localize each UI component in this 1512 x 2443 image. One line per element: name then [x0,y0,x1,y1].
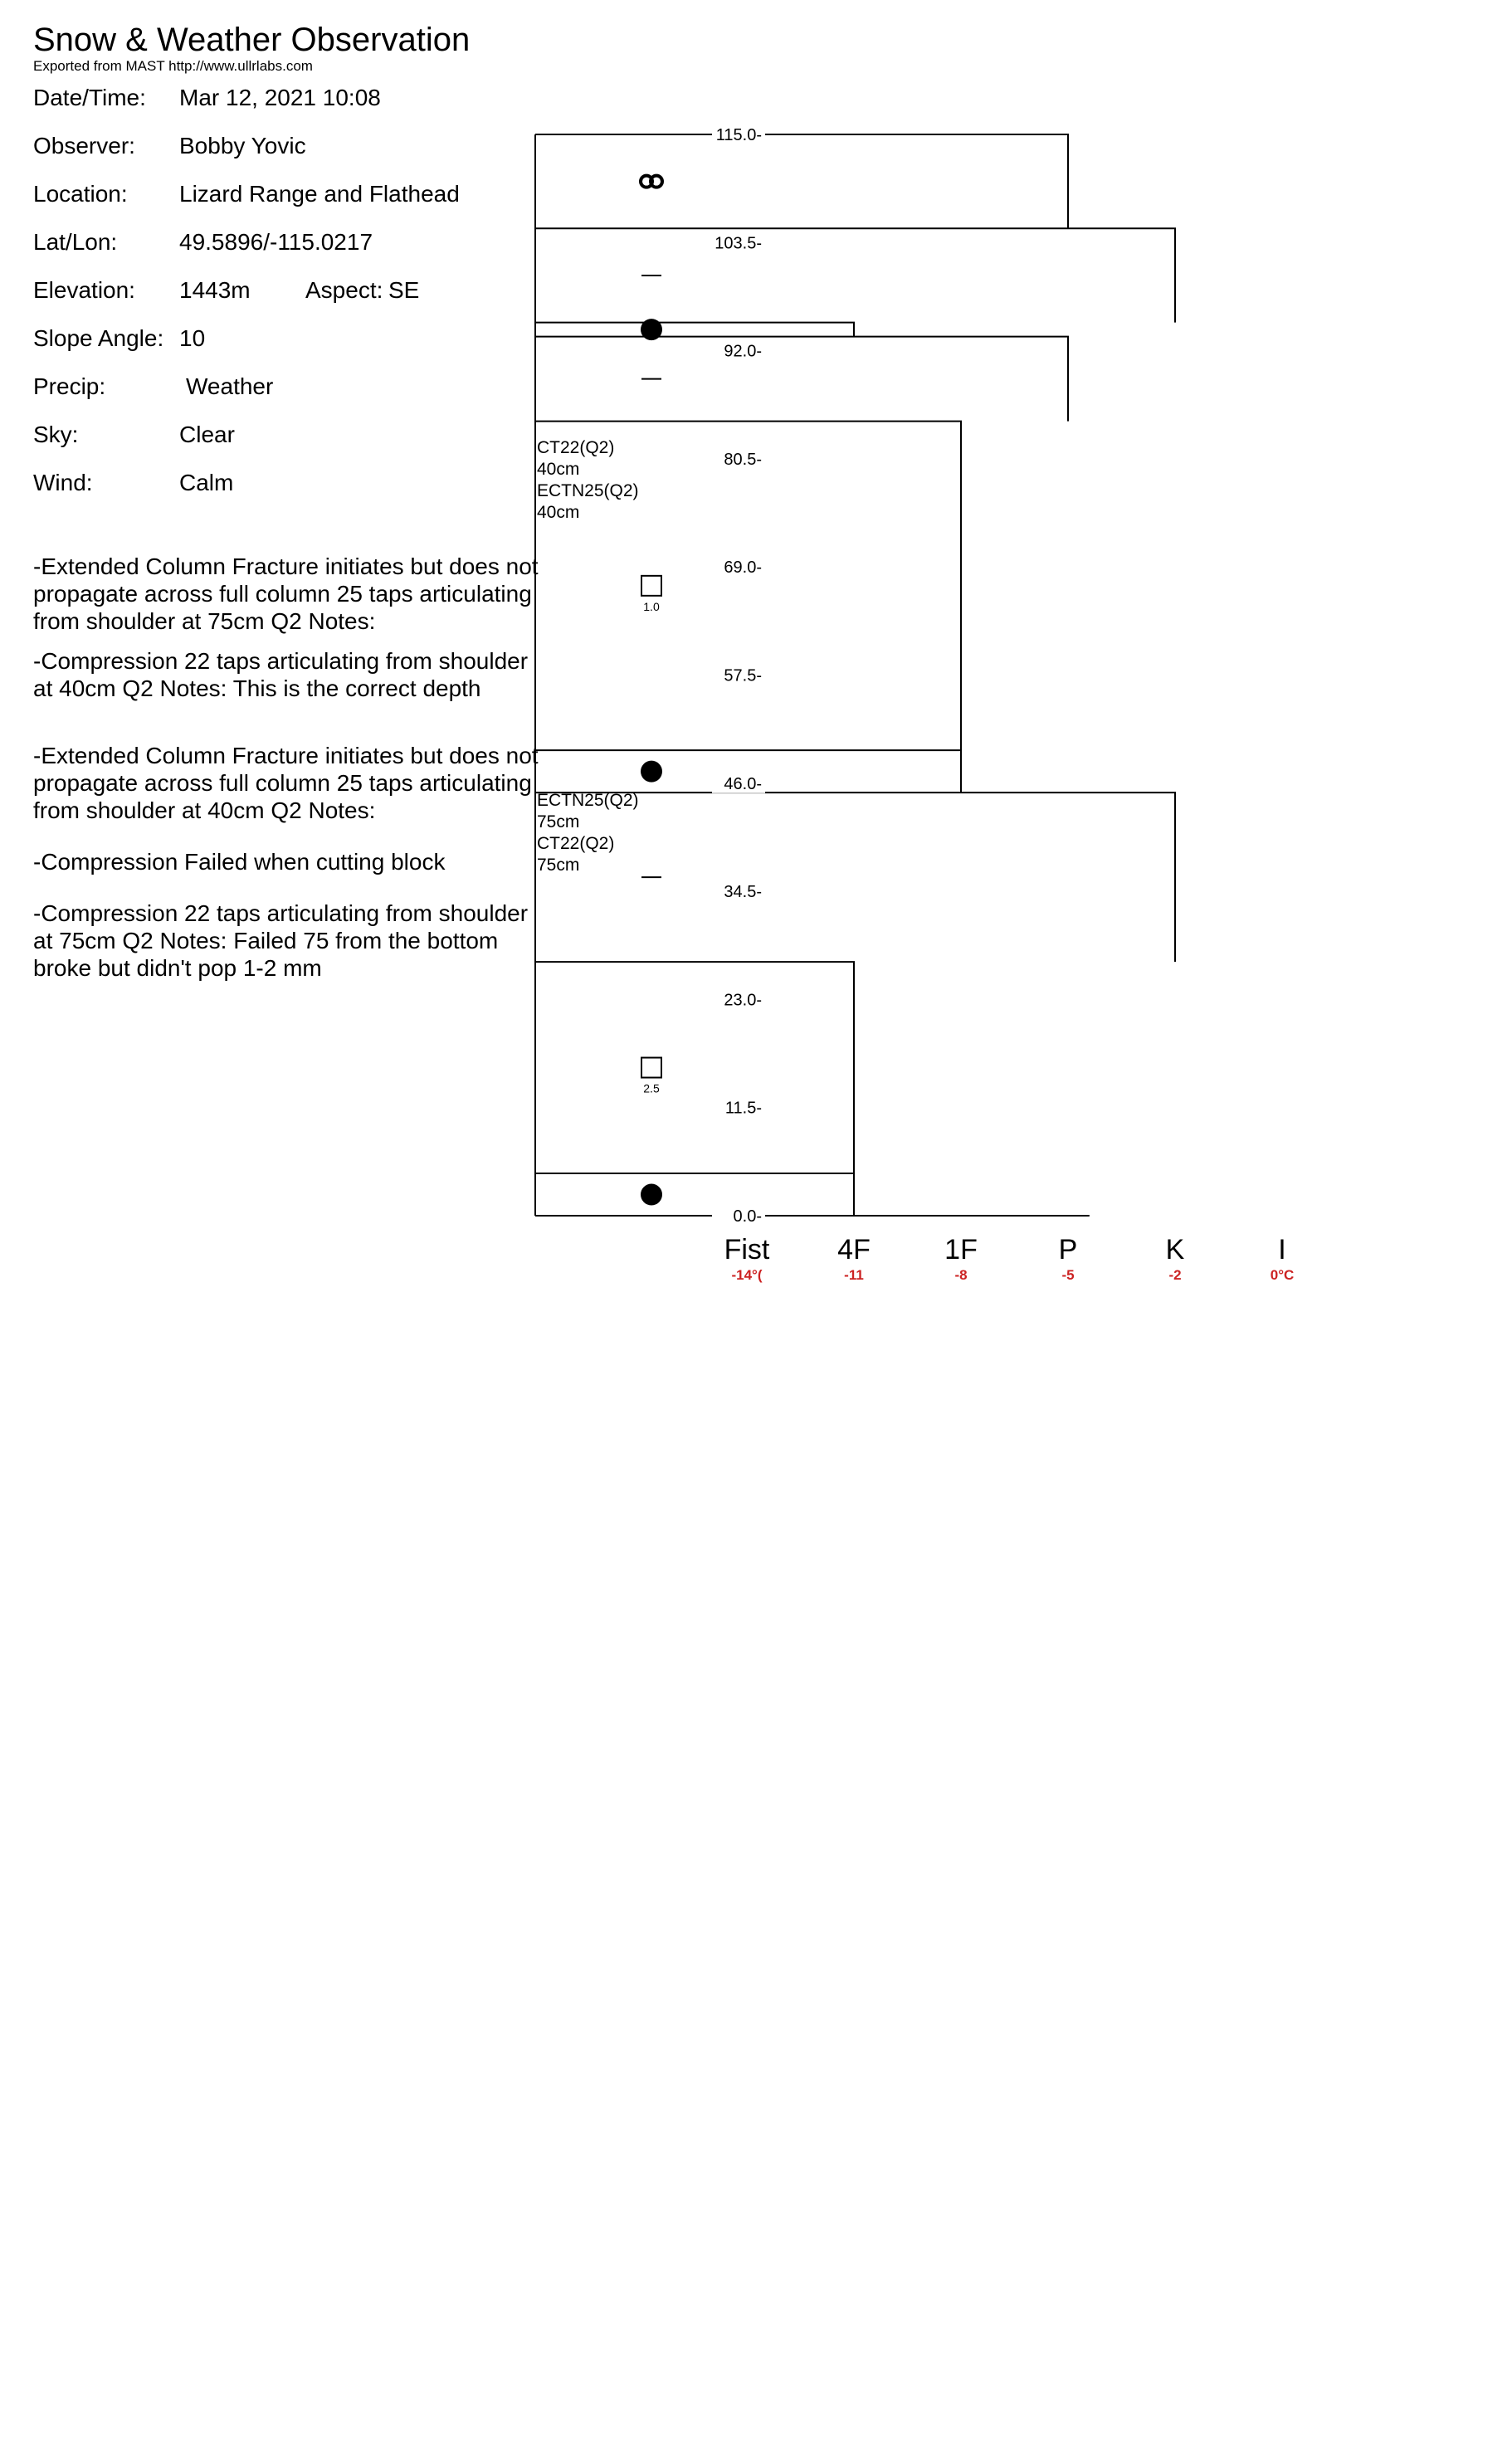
stability-test-label: CT22(Q2) [537,834,615,854]
latlon-label: Lat/Lon: [33,229,118,255]
observer-label: Observer: [33,133,135,158]
test-note: -Compression 22 taps articulating from shoulder at 75cm Q2 Notes: Failed 75 from the bottom broke but didn't pop 1-2 mm [33,900,529,981]
aspect-value: SE [388,277,420,303]
temperature-label: -8 [954,1267,968,1283]
hardness-label: 4F [837,1234,871,1265]
stability-test-label: 40cm [537,460,580,480]
grain-size-label: 1.0 [643,599,660,613]
temperature-label: 0°C [1270,1267,1295,1283]
height-tick-label: 92.0- [724,342,762,361]
temperature-label: -14°( [731,1267,763,1283]
height-tick-label: 11.5- [724,1099,762,1118]
wind-value: Calm [179,470,234,495]
open-square-icon [641,1058,661,1078]
height-tick-label: 115.0- [715,126,762,144]
hardness-bar [714,337,1068,422]
open-square-icon [641,576,661,596]
test-note: -Extended Column Fracture initiates but does not propagate across full column 25 taps articulating from shoulder at 75cm Q2 Notes: [33,553,539,634]
stability-test-label: ECTN25(Q2) [537,481,639,501]
height-tick-label: 46.0- [724,774,762,793]
sky-label: Sky: [33,422,79,447]
stability-test-label: 40cm [537,503,580,523]
temperature-label: -11 [844,1267,864,1283]
hardness-label: 1F [944,1234,978,1265]
hardness-label: P [1058,1234,1078,1265]
hardness-label: K [1165,1234,1185,1265]
test-note: -Compression Failed when cutting block [33,849,446,875]
filled-dot-icon [641,761,662,783]
hardness-bar [714,228,1175,322]
wind-label: Wind: [33,470,93,495]
sky-value: Clear [179,422,235,447]
height-tick-label: 34.5- [724,883,762,902]
slope-label: Slope Angle: [33,325,164,351]
precip-label: Precip: [33,373,106,399]
height-tick-label: 23.0- [724,991,762,1010]
hardness-bar [714,792,1175,962]
height-tick-label: 103.5- [715,234,762,253]
height-tick-label: 69.0- [724,558,762,578]
slope-value: 10 [179,325,206,351]
grain-size-label: 2.5 [643,1081,660,1095]
precip-value: Weather [186,373,274,399]
datetime-value: Mar 12, 2021 10:08 [179,85,381,110]
elevation-value: 1443m [179,277,251,303]
observer-value: Bobby Yovic [179,133,306,158]
temperature-label: -2 [1168,1267,1182,1283]
elevation-label: Elevation: [33,277,135,303]
latlon-value: 49.5896/-115.0217 [179,229,373,255]
aspect-label: Aspect: [305,277,383,303]
hardness-label: I [1278,1234,1286,1265]
export-source: Exported from MAST http://www.ullrlabs.com [33,58,313,74]
location-value: Lizard Range and Flathead [179,181,460,207]
height-tick-label: 0.0- [733,1207,762,1226]
test-note: -Compression 22 taps articulating from shoulder at 40cm Q2 Notes: This is the correct depth [33,648,529,701]
stability-test-label: 75cm [537,856,580,875]
page-title: Snow & Weather Observation [33,22,471,58]
test-note: -Extended Column Fracture initiates but does not propagate across full column 25 taps articulating from shoulder at 40cm Q2 Notes: [33,743,539,823]
height-tick-label: 80.5- [724,450,762,469]
hardness-label: Fist [724,1234,770,1265]
datetime-label: Date/Time: [33,85,146,110]
filled-dot-icon [641,1184,662,1206]
height-tick-label: 57.5- [724,666,762,685]
stability-test-label: ECTN25(Q2) [537,791,639,811]
stability-test-label: 75cm [537,812,580,832]
temperature-label: -5 [1061,1267,1075,1283]
hardness-bar [714,134,1068,228]
stability-test-label: CT22(Q2) [537,438,615,458]
location-label: Location: [33,181,128,207]
